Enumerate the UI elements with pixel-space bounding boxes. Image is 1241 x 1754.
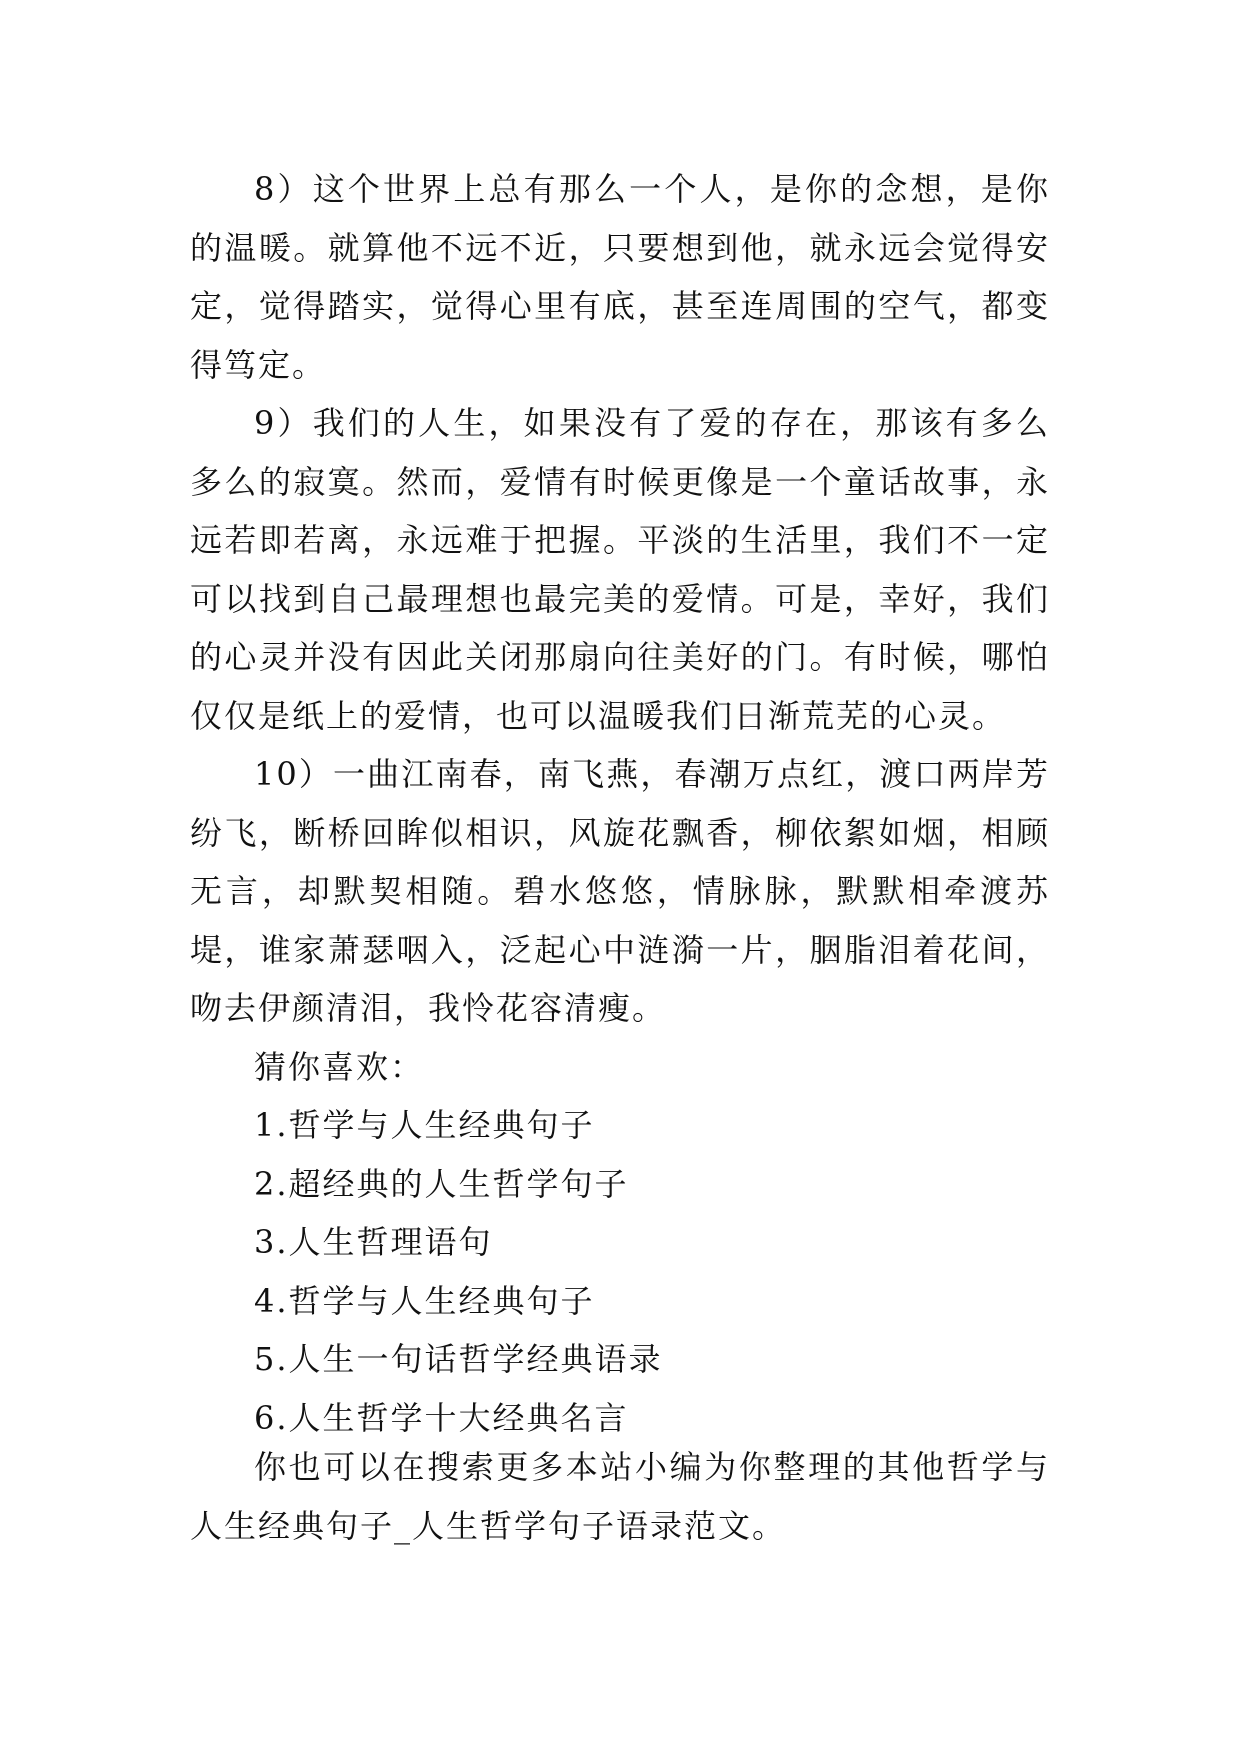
paragraph-9: 9）我们的人生，如果没有了爱的存在，那该有多么多么的寂寞。然而，爱情有时候更像是一个童话故事，永远若即若离，永远难于把握。平淡的生活里，我们不一定可以找到自己最理想也最完美的爱情。可是，幸好，我们的心灵并没有因此关闭那扇向往美好的门。有时候，哪怕仅仅是纸上的爱情，也可以温暖我们日渐荒芜的心灵。 bbox=[190, 404, 1050, 735]
guess-link-5[interactable]: 5.人生一句话哲学经典语录 bbox=[254, 1340, 663, 1378]
guess-link-3[interactable]: 3.人生哲理语句 bbox=[254, 1223, 493, 1261]
guess-you-like-list bbox=[190, 1096, 1050, 1447]
guess-link-6[interactable]: 6.人生哲学十大经典名言 bbox=[254, 1398, 629, 1437]
guess-you-like-heading: 猜你喜欢： bbox=[254, 1047, 425, 1086]
document-body bbox=[190, 160, 1050, 1447]
paragraph-8: 8）这个世界上总有那么一个人，是你的念想，是你的温暖。就算他不远不近，只要想到他，就永远会觉得安定，觉得踏实，觉得心里有底，甚至连周围的空气，都变得笃定。 bbox=[190, 170, 1050, 384]
guess-link-4[interactable]: 4.哲学与人生经典句子 bbox=[254, 1281, 595, 1320]
paragraph-10: 10）一曲江南春，南飞燕，春潮万点红，渡口两岸芳纷飞，断桥回眸似相识，风旋花飘香，柳依絮如烟，相顾无言，却默契相随。碧水悠悠，情脉脉，默默相牵渡苏堤，谁家萧瑟咽入，泛起心中涟漪一片，胭脂泪着花间，吻去伊颜清泪，我怜花容清瘦。 bbox=[190, 755, 1050, 1027]
guess-link-1[interactable]: 1.哲学与人生经典句子 bbox=[254, 1106, 595, 1144]
guess-link-2[interactable]: 2.超经典的人生哲学句子 bbox=[254, 1164, 629, 1203]
closing-paragraph: 你也可以在搜索更多本站小编为你整理的其他哲学与人生经典句子_人生哲学句子语录范文。 bbox=[190, 1448, 1050, 1545]
